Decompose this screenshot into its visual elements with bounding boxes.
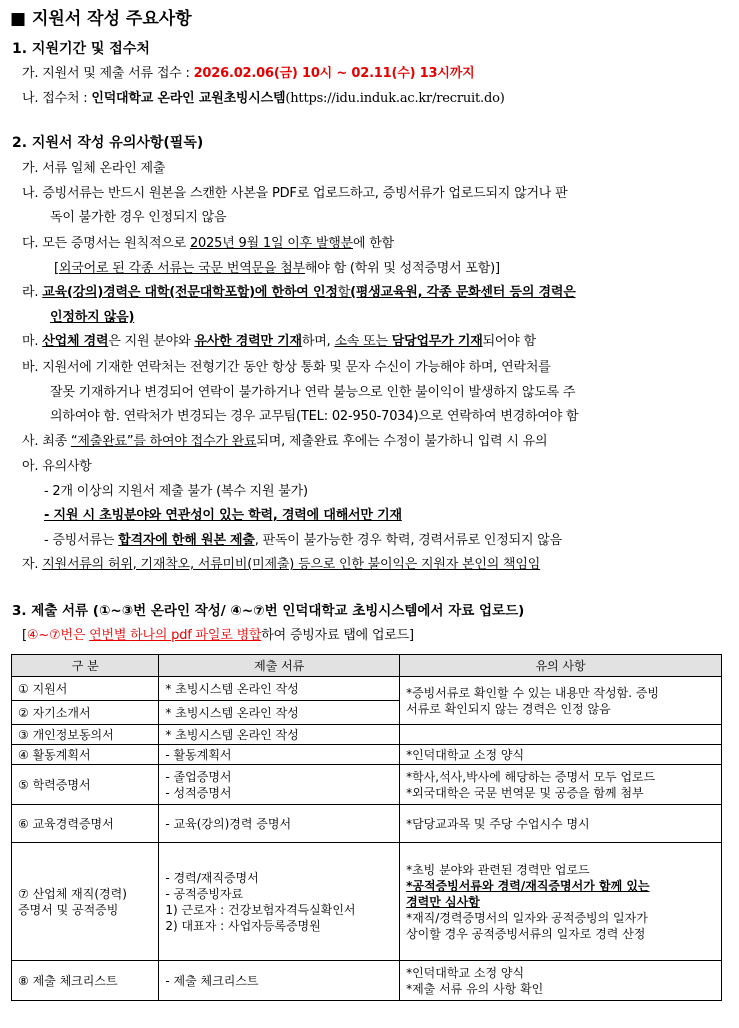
row-documents: * 초빙시스템 온라인 작성	[159, 725, 400, 745]
section-2-item-ga: 가. 서류 일체 온라인 제출	[22, 161, 166, 176]
section-2-item-ma	[22, 330, 536, 349]
section-2-item-a-3	[44, 529, 562, 548]
row-category	[12, 843, 159, 961]
note-line: *학사,석사,박사에 해당하는 증명서 모두 업로드	[406, 769, 656, 784]
sa-suffix: 되며, 제출완료 후에는 수정이 불가하니 입력 시 유의	[256, 434, 548, 449]
ma-text1: 은 지원 분야와	[108, 334, 195, 349]
note-open: [	[22, 628, 27, 643]
da-suffix: 에 한함	[353, 236, 395, 251]
sa-prefix: 사. 최종	[22, 434, 71, 449]
doc-line: - 졸업증명서	[165, 769, 232, 784]
row-category: ⑧ 제출 체크리스트	[12, 961, 159, 1001]
note-red3: 하나의 pdf 파일로 병합	[130, 628, 262, 643]
ja-responsibility: 지원서류의 허위, 기재착오, 서류미비(미제출) 등으로 인한 불이익은 지원자 본인의 책임임	[42, 557, 541, 572]
row-documents	[159, 765, 400, 805]
a3-original: 합격자에 한해 원본 제출	[118, 533, 255, 548]
note-line: 서류로 확인되지 않는 경력은 인정 않음	[406, 701, 611, 716]
item-b-prefix: 나. 접수처 :	[22, 91, 92, 106]
row-documents: - 교육(강의)경력 증명서	[159, 805, 400, 843]
da-issue-date: 2025년 9월 1일 이후 발행분	[189, 236, 353, 251]
category-line: ⑦ 산업체 재직(경력)	[18, 886, 127, 901]
note-line: *재직/경력증명서의 일자와 공적증빙의 일자가	[406, 910, 648, 925]
ja-prefix: 자.	[22, 557, 43, 572]
da2-open: [	[54, 261, 59, 276]
sa-submit-complete: “제출완료”를 하여야 접수가 완료	[70, 434, 257, 449]
note-line: *제출 서류 유의 사항 확인	[406, 981, 544, 996]
doc-line: - 공적증빙자료	[165, 886, 244, 901]
table-row	[12, 745, 722, 765]
row-notes	[400, 961, 722, 1001]
note-red1: ④~⑦번은	[26, 628, 90, 643]
row-category: ③ 개인정보동의서	[12, 725, 159, 745]
ra-bold2: (평생교육원, 각종 문화센터 등의 경력은	[350, 285, 576, 300]
ma-affiliation: 소속 또는	[334, 334, 392, 349]
table-row	[12, 765, 722, 805]
note-line: *공적증빙서류와 경력/재직증명서가 함께 있는	[406, 878, 650, 893]
row-notes	[400, 843, 722, 961]
a3-prefix: - 증빙서류는	[44, 533, 119, 548]
doc-line: - 경력/재직증명서	[165, 870, 259, 885]
section-2-item-ra-line1	[22, 281, 576, 300]
section-1-item-a	[22, 62, 474, 81]
header-category: 구 분	[12, 655, 159, 677]
row-category: ⑤ 학력증명서	[12, 765, 159, 805]
section-2-item-na-line1: 나. 증빙서류는 반드시 원본을 스캔한 사본을 PDF로 업로드하고, 증빙서류가 업로드되지 않거나 판	[22, 186, 568, 201]
doc-line: 2) 대표자 : 사업자등록증명원	[165, 918, 321, 933]
ma-similar-only: 유사한 경력만 기재	[194, 334, 302, 349]
da2-suffix: 해야 함 (학위 및 성적증명서 포함)]	[304, 261, 500, 276]
da-prefix: 다. 모든 증명서는 원칙적으로	[22, 236, 190, 251]
row-documents	[159, 843, 400, 961]
ra-mid: 함	[337, 285, 351, 300]
recruit-url[interactable]: (https://idu.induk.ac.kr/recruit.do)	[285, 91, 505, 106]
ma-text3: 되어야 함	[482, 334, 536, 349]
ma-duty: 담당업무가 기재	[391, 334, 483, 349]
row-notes	[400, 725, 722, 745]
row-category: ④ 활동계획서	[12, 745, 159, 765]
a3-suffix: , 판독이 불가능한 경우 학력, 경력서류로 인정되지 않음	[254, 533, 562, 548]
section-2-heading: 2. 지원서 작성 유의사항(필독)	[12, 135, 204, 151]
row-documents: * 초빙시스템 온라인 작성	[159, 677, 400, 701]
header-notes: 유의 사항	[400, 655, 722, 677]
note-line: *외국대학은 국문 번역문 및 공증을 함께 첨부	[406, 785, 644, 800]
table-row	[12, 725, 722, 745]
section-2-item-ra-line2: 인정하지 않음)	[50, 310, 135, 325]
row-notes	[400, 765, 722, 805]
table-row	[12, 843, 722, 961]
note-line: *초빙 분야와 관련된 경력만 업로드	[406, 862, 590, 877]
note-black: 하여 증빙자료 탭에 업로드	[261, 628, 410, 643]
section-2-item-ba-line1: 바. 지원서에 기재한 연락처는 전형기간 동안 항상 통화 및 문자 수신이 가능해야 하며, 연락처를	[22, 360, 551, 375]
section-3-note	[22, 624, 414, 643]
ma-industry-career: 산업체 경력	[42, 334, 109, 349]
ra-prefix: 라.	[22, 285, 43, 300]
table-header-row	[12, 655, 722, 677]
note-line: *증빙서류로 확인할 수 있는 내용만 작성함. 증빙	[406, 685, 660, 700]
section-3-heading: 3. 제출 서류 (①~③번 온라인 작성/ ④~⑦번 인덕대학교 초빙시스템에서 자료 업로드)	[12, 603, 525, 619]
ma-prefix: 마.	[22, 334, 43, 349]
section-2-item-da-line2	[54, 257, 500, 276]
row-notes: *인덕대학교 소정 양식	[400, 745, 722, 765]
row-category: ① 지원서	[12, 677, 159, 701]
note-line: 경력만 심사함	[406, 894, 480, 909]
page-title: ■ 지원서 작성 주요사항	[10, 9, 192, 29]
note-red2: 연번별	[89, 628, 131, 643]
ra-bold: 교육(강의)경력은 대학(전문대학포함)에 한하여 인정	[42, 285, 338, 300]
item-a-prefix: 가. 지원서 및 제출 서류 접수 :	[22, 66, 194, 81]
application-period: 2026.02.06(금) 10시 ~ 02.11(수) 13시까지	[193, 66, 475, 81]
section-2-item-ba-line2: 잘못 기재하거나 변경되어 연락이 불가하거나 연락 불능으로 인한 불이익이 발생하지 않도록 주	[50, 385, 576, 400]
table-row	[12, 961, 722, 1001]
section-2-item-a-2: - 지원 시 초빙분야와 연관성이 있는 학력, 경력에 대해서만 기재	[44, 508, 402, 523]
table-row	[12, 805, 722, 843]
row-category: ② 자기소개서	[12, 701, 159, 725]
row-notes: *담당교과목 및 주당 수업시수 명시	[400, 805, 722, 843]
da2-translation-note: 외국어로 된 각종 서류는 국문 번역문을 첨부	[58, 261, 305, 276]
section-2-item-sa	[22, 430, 547, 449]
section-2-item-a-title: 아. 유의사항	[22, 459, 92, 474]
note-line: *인덕대학교 소정 양식	[406, 965, 525, 980]
section-2-item-ja	[22, 553, 540, 572]
ma-text2: 하며,	[301, 334, 335, 349]
section-1-heading: 1. 지원기간 및 접수처	[12, 41, 150, 57]
section-2-item-a-1: - 2개 이상의 지원서 제출 불가 (복수 지원 불가)	[44, 484, 308, 499]
section-1-item-b	[22, 87, 505, 106]
header-documents: 제출 서류	[159, 655, 400, 677]
section-2-item-da	[22, 232, 394, 251]
doc-line: - 성적증명서	[165, 785, 232, 800]
row-documents: * 초빙시스템 온라인 작성	[159, 701, 400, 725]
row-documents: - 활동계획서	[159, 745, 400, 765]
note-line: 상이할 경우 공적증빙서류의 일자로 경력 산정	[406, 926, 646, 941]
doc-line: 1) 근로자 : 건강보험자격득실확인서	[165, 902, 356, 917]
submission-place: 인덕대학교 온라인 교원초빙시스템	[91, 91, 286, 106]
table-row	[12, 677, 722, 701]
row-notes	[400, 677, 722, 725]
submission-documents-table	[11, 654, 722, 1001]
row-category: ⑥ 교육경력증명서	[12, 805, 159, 843]
row-documents: - 제출 체크리스트	[159, 961, 400, 1001]
section-2-item-ba-line3: 의하여야 함. 연락처가 변경되는 경우 교무팀(TEL: 02-950-7034)으로 연락하여 변경하여야 함	[50, 409, 579, 424]
note-close: ]	[409, 628, 414, 643]
category-line: 증명서 및 공적증빙	[18, 902, 119, 917]
section-2-item-na-line2: 독이 불가한 경우 인정되지 않음	[50, 210, 227, 225]
